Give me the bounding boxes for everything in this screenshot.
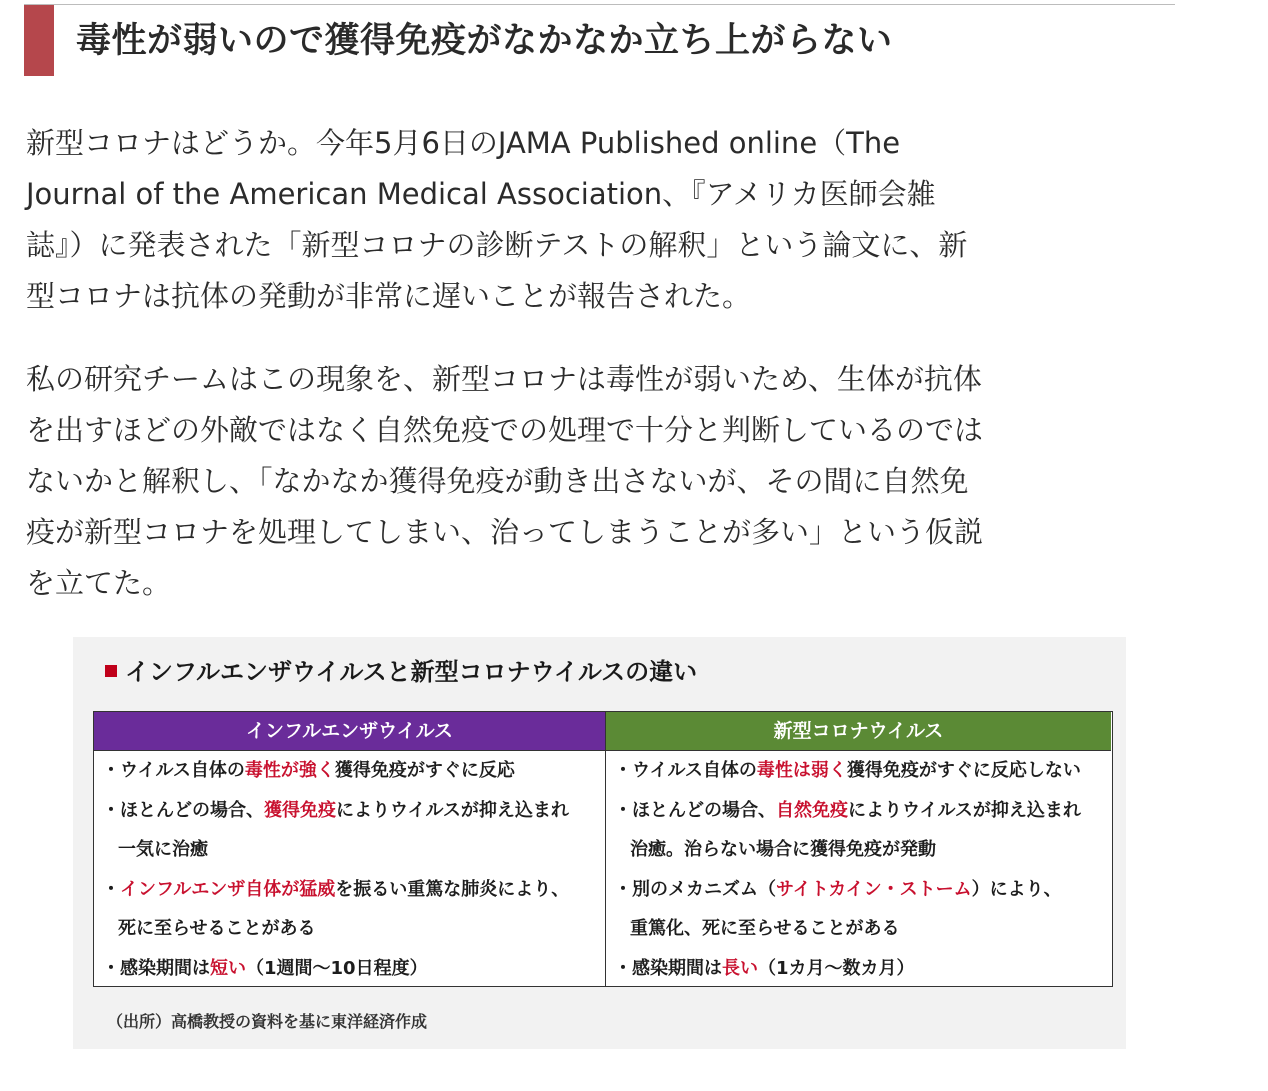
table-row bbox=[606, 949, 1111, 989]
paragraph-line: 新型コロナはどうか。今年5月6日のJAMA Published online（The bbox=[26, 126, 901, 160]
paragraph-1 bbox=[26, 118, 1166, 322]
paragraph-line: を立てた。 bbox=[26, 566, 172, 600]
row-text: 獲得免疫がすぐに反応 bbox=[334, 760, 515, 781]
row-text: ・ほとんどの場合、 bbox=[102, 799, 264, 821]
row-text: によりウイルスが抑え込まれ bbox=[336, 799, 569, 821]
influenza-header: インフルエンザウイルス bbox=[94, 712, 605, 751]
paragraph-line: Journal of the American Medical Association、『アメリカ医師会雑 bbox=[26, 177, 936, 211]
row-text: ・感染期間は bbox=[102, 957, 210, 979]
row-text: 治癒。治らない場合に獲得免疫が発動 bbox=[630, 839, 936, 860]
row-text: 一気に治癒 bbox=[118, 839, 208, 860]
table-row bbox=[606, 909, 1111, 949]
paragraph-line: ないかと解釈し、「なかなか獲得免疫が動き出さないが、その間に自然免 bbox=[26, 464, 969, 498]
figure-title-text: インフルエンザウイルスと新型コロナウイルスの違い bbox=[125, 658, 698, 686]
row-text: ・別のメカニズム（ bbox=[614, 878, 776, 900]
paragraph-line: 誌』）に発表された「新型コロナの診断テストの解釈」という論文に、新 bbox=[26, 228, 968, 262]
table-row bbox=[606, 870, 1111, 910]
row-text: ・ウイルス自体の bbox=[614, 760, 757, 781]
highlight-text: 短い bbox=[210, 957, 246, 979]
comparison-table bbox=[93, 711, 1113, 987]
row-text: 重篤化、死に至らせることがある bbox=[630, 918, 900, 939]
paragraph-line: を出すほどの外敵ではなく自然免疫での処理で十分と判断しているのでは bbox=[26, 413, 984, 447]
row-text: ・感染期間は bbox=[614, 957, 722, 979]
row-text: 死に至らせることがある bbox=[118, 918, 316, 939]
paragraph-2 bbox=[26, 354, 1166, 609]
highlight-text: 毒性は弱く bbox=[756, 760, 847, 781]
row-text: を振るい重篤な肺炎により、 bbox=[335, 878, 570, 900]
figure-title bbox=[105, 652, 697, 687]
table-row bbox=[606, 751, 1111, 791]
corona-rows bbox=[606, 751, 1111, 988]
figure-source: （出所）高橋教授の資料を基に東洋経済作成 bbox=[107, 1012, 428, 1031]
influenza-column bbox=[94, 712, 606, 986]
highlight-text: 毒性が強く bbox=[244, 760, 335, 781]
heading-title: 毒性が弱いので獲得免疫がなかなか立ち上がらない bbox=[76, 21, 893, 61]
row-text: によりウイルスが抑え込まれ bbox=[848, 799, 1081, 821]
row-text: 獲得免疫がすぐに反応しない bbox=[846, 760, 1081, 781]
row-text: （1週間～10日程度） bbox=[246, 957, 428, 979]
table-row bbox=[94, 791, 605, 831]
row-text: （1カ月～数カ月） bbox=[758, 957, 915, 979]
table-row bbox=[94, 830, 605, 870]
square-bullet-icon bbox=[105, 665, 117, 677]
paragraph-line: 疫が新型コロナを処理してしまい、治ってしまうことが多い」という仮説 bbox=[26, 515, 984, 549]
corona-header: 新型コロナウイルス bbox=[606, 712, 1111, 751]
highlight-text: 自然免疫 bbox=[776, 799, 848, 821]
influenza-rows bbox=[94, 751, 605, 988]
table-row bbox=[94, 870, 605, 910]
table-row bbox=[94, 949, 605, 989]
comparison-figure bbox=[73, 637, 1126, 1049]
table-row bbox=[94, 909, 605, 949]
paragraph-line: 型コロナは抗体の発動が非常に遅いことが報告された。 bbox=[26, 279, 752, 313]
table-row bbox=[606, 830, 1111, 870]
table-row bbox=[606, 791, 1111, 831]
row-text: ・ bbox=[102, 878, 120, 900]
highlight-text: 獲得免疫 bbox=[264, 799, 336, 821]
row-text: ・ほとんどの場合、 bbox=[614, 799, 776, 821]
corona-column bbox=[606, 712, 1111, 986]
row-text: ）により、 bbox=[971, 878, 1062, 900]
heading-accent-bar bbox=[24, 5, 54, 76]
paragraph-line: 私の研究チームはこの現象を、新型コロナは毒性が弱いため、生体が抗体 bbox=[26, 362, 982, 396]
highlight-text: サイトカイン・ストーム bbox=[776, 878, 972, 900]
table-row bbox=[94, 751, 605, 791]
highlight-text: 長い bbox=[722, 957, 758, 979]
section-heading bbox=[24, 4, 1175, 76]
highlight-text: インフルエンザ自体が猛威 bbox=[120, 878, 336, 900]
row-text: ・ウイルス自体の bbox=[102, 760, 245, 781]
